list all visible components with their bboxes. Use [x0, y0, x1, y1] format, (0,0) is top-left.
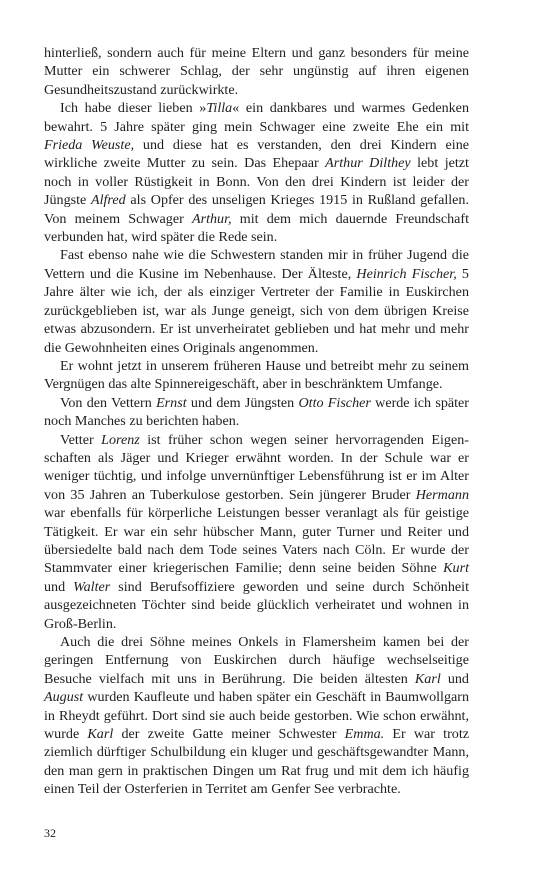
italic-name: Emma.: [344, 726, 385, 743]
text-run: Ich habe dieser lieben »: [60, 100, 207, 117]
paragraph: [44, 99, 469, 246]
text-run: und diese hat es verstanden, den drei Kindern eine wirkliche zweite Mutter zu sein. Das Ehepaar: [44, 137, 469, 172]
text-run: als Opfer des unseligen Krieges 1915 in Rußland gefallen. Von meinem Schwager: [44, 192, 469, 227]
italic-name: Ernst: [156, 394, 187, 411]
text-run: Er wohnt jetzt in unserem früheren Hause und betreibt mehr zu seinem Vergnügen das alte Spinnereigeschäft, aber in beschränktem Umfange.: [44, 357, 469, 393]
text-run: lebt jetzt noch in voller Rüstigkeit in Bonn. Von den drei Kindern ist leider der Jüngste: [44, 155, 469, 209]
italic-name: Kurt: [443, 560, 469, 577]
text-block: [44, 44, 469, 799]
italic-name: Frieda Weuste,: [44, 137, 135, 154]
italic-name: Hermann: [415, 486, 469, 503]
text-run: werde ich später noch Manches zu berichten haben.: [44, 394, 469, 430]
paragraph: [44, 357, 469, 394]
italic-name: Alfred: [90, 192, 126, 209]
text-run: ist früher schon wegen seiner hervorragenden Eigenschaften als Jäger und Krieger erwähnt worden. In der Schule war er weniger tüchtig, und infolge unvernünftiger Lebensführung ist er im Alter von 35 Jahren an Tuberkulose gestorben. Sein jüngerer Bruder: [44, 431, 469, 503]
italic-name: Tilla: [206, 100, 233, 117]
italic-name: Karl: [414, 670, 441, 687]
text-run: wurden Kaufleute und haben später ein Geschäft in Baumwollgarn in Rheydt geführt. Dort sind sie auch beide gestorben. Wie schon erwähnt, wurde: [44, 689, 469, 743]
paragraph: [44, 633, 469, 799]
text-run: Auch die drei Söhne meines Onkels in Flamersheim kamen bei der geringen Entfernung von Euskirchen durch häufige wechselseitige Besuche vielfach mit uns in Berührung. Die beiden ältesten: [44, 634, 469, 687]
paragraph: [44, 246, 469, 356]
page-number: 32: [44, 826, 56, 840]
italic-name: August: [44, 689, 84, 706]
italic-name: Otto Fischer: [298, 394, 371, 411]
text-run: hinterließ, sondern auch für meine Eltern und ganz besonders für meine Mutter ein schwerer Schlag, der sehr ungünstig auf ihren eigenen Gesundheitszustand zurückwirkte.: [44, 45, 469, 98]
paragraph: [44, 394, 469, 431]
text-run: war ebenfalls für körperliche Leistungen besser veranlagt als für geistige Tätigkeit. Er war ein sehr hübscher Mann, guter Turner und Reiter und übersiedelte bald nach dem Tode seines Vaters nach Cöln. Er wurde der Stammvater einer kriegerischen Familie; denn seine beiden Söhne: [44, 505, 469, 577]
text-run: und: [440, 670, 469, 687]
italic-name: Lorenz: [101, 431, 140, 448]
text-run: mit dem mich dauernde Freundschaft verbunden hat, wird später die Rede sein.: [44, 210, 469, 246]
text-run: Fast ebenso nahe wie die Schwestern standen mir in früher Jugend die Vettern und die Kusine im Nebenhause. Der Älteste,: [44, 247, 469, 282]
italic-name: Heinrich Fischer,: [356, 265, 457, 282]
italic-name: Arthur,: [192, 210, 232, 227]
text-run: sind Berufsoffiziere geworden und seine durch Schönheit ausgezeichneten Töchter sind beide glücklich verheiratet und wohnen in Groß-Berlin.: [44, 578, 469, 632]
italic-name: Walter: [73, 578, 111, 595]
text-run: Vetter: [60, 431, 102, 448]
text-run: Von den Vettern: [60, 394, 157, 411]
paragraph: [44, 431, 469, 633]
italic-name: Arthur Dilthey: [325, 155, 411, 172]
text-run: der zweite Gatte meiner Schwester: [113, 726, 345, 743]
page-body: [44, 44, 469, 799]
text-run: « ein dankbares und warmes Gedenken bewahrt. 5 Jahre später ging mein Schwager eine zweite Ehe ein mit: [44, 100, 469, 135]
italic-name: Karl: [87, 726, 114, 743]
text-run: und dem Jüngsten: [186, 394, 299, 411]
text-run: und: [44, 578, 74, 595]
text-run: 5 Jahre älter wie ich, der als einziger Vertreter der Familie in Euskirchen zurückgeblieben ist, war als Junge geneigt, sich von dem übrigen Kreise etwas abzusondern. Er ist unverheiratet geblieben und hat mehr und mehr die Gewohnheiten eines Originals angenommen.: [44, 265, 469, 356]
text-run: Er war trotz ziemlich dürftiger Schulbildung ein kluger und geschäftsgewandter Mann, den man gern in praktischen Dingen um Rat frug und mit dem ich häufig einen Teil der Osterferien in Territet am Genfer See verbrachte.: [44, 726, 470, 798]
paragraph: [44, 44, 469, 99]
